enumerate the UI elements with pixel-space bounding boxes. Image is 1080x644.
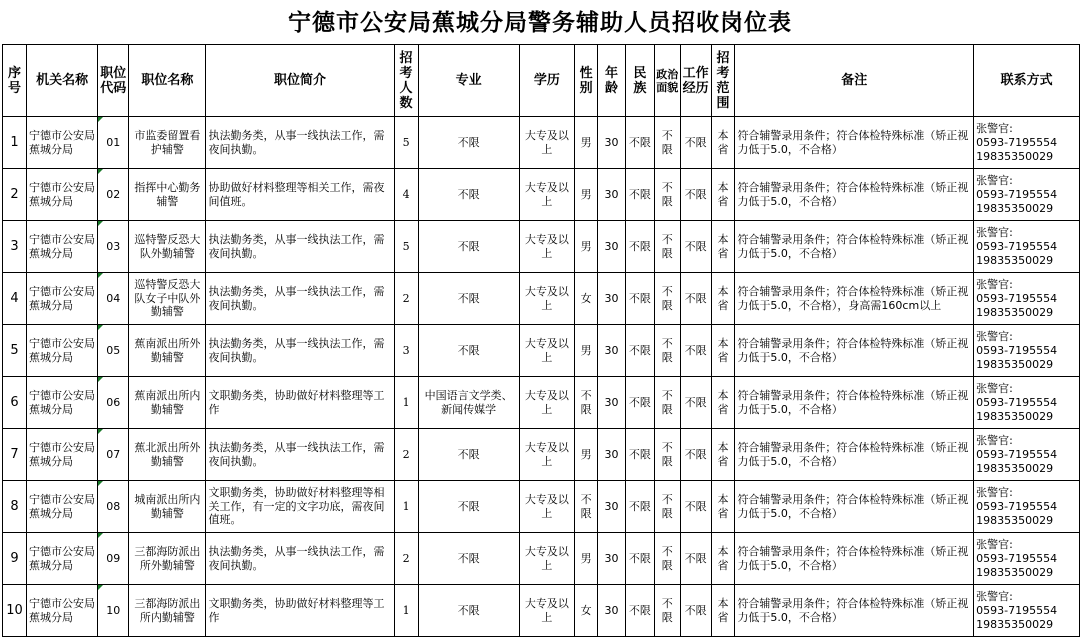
contact-name: 张警官:: [976, 173, 1013, 187]
cell-intro: 文职勤务类，协助做好材料整理等工作: [206, 585, 394, 637]
cell-seq: 10: [3, 585, 27, 637]
table-row: [3, 221, 1080, 273]
table-row: [3, 585, 1080, 637]
cell-experience: 不限: [680, 429, 711, 481]
cell-political: 不限: [654, 325, 680, 377]
cell-code: 10: [98, 585, 129, 637]
cell-remark: 符合辅警录用条件；符合体检特殊标准（矫正视力低于5.0，不合格）: [735, 117, 974, 169]
contact-phone: 0593-7195554: [976, 239, 1058, 253]
cell-position: 市监委留置看护辅警: [129, 117, 206, 169]
cell-intro: 执法勤务类，从事一线执法工作，需夜间执勤。: [206, 429, 394, 481]
cell-education: 大专及以上: [519, 325, 575, 377]
cell-gender: 女: [575, 585, 598, 637]
cell-age: 30: [598, 429, 626, 481]
cell-gender: 不限: [575, 481, 598, 533]
cell-intro: 文职勤务类，协助做好材料整理等工作: [206, 377, 394, 429]
cell-experience: 不限: [680, 273, 711, 325]
cell-political: 不限: [654, 117, 680, 169]
cell-remark: 符合辅警录用条件；符合体检特殊标准（矫正视力低于5.0，不合格）: [735, 429, 974, 481]
header-ethnic: 民族: [625, 45, 654, 117]
table-row: [3, 377, 1080, 429]
contact-mobile: 19835350029: [976, 201, 1054, 215]
cell-code: 06: [98, 377, 129, 429]
cell-contact: [974, 533, 1080, 585]
cell-scope: 本省: [711, 377, 735, 429]
cell-political: 不限: [654, 533, 680, 585]
cell-scope: 本省: [711, 585, 735, 637]
cell-code: 04: [98, 273, 129, 325]
cell-position: 巡特警反恐大队外勤辅警: [129, 221, 206, 273]
cell-scope: 本省: [711, 533, 735, 585]
cell-age: 30: [598, 221, 626, 273]
contact-phone: 0593-7195554: [976, 343, 1058, 357]
cell-intro: 执法勤务类，从事一线执法工作，需夜间执勤。: [206, 221, 394, 273]
cell-position: 指挥中心勤务辅警: [129, 169, 206, 221]
header-row: [3, 45, 1080, 117]
cell-education: 大专及以上: [519, 533, 575, 585]
cell-contact: [974, 273, 1080, 325]
header-experience: 工作经历: [680, 45, 711, 117]
cell-seq: 4: [3, 273, 27, 325]
cell-count: 5: [394, 117, 418, 169]
cell-education: 大专及以上: [519, 117, 575, 169]
cell-position: 蕉南派出所外勤辅警: [129, 325, 206, 377]
cell-scope: 本省: [711, 117, 735, 169]
page-title: 宁德市公安局蕉城分局警务辅助人员招收岗位表: [288, 9, 792, 36]
cell-gender: 女: [575, 273, 598, 325]
contact-mobile: 19835350029: [976, 149, 1054, 163]
cell-count: 5: [394, 221, 418, 273]
cell-education: 大专及以上: [519, 377, 575, 429]
cell-political: 不限: [654, 273, 680, 325]
cell-gender: 男: [575, 221, 598, 273]
cell-major: 不限: [418, 273, 519, 325]
cell-political: 不限: [654, 169, 680, 221]
cell-contact: [974, 221, 1080, 273]
table-row: [3, 325, 1080, 377]
cell-major: 不限: [418, 429, 519, 481]
header-scope: 招考范围: [711, 45, 735, 117]
cell-experience: 不限: [680, 169, 711, 221]
cell-code: 01: [98, 117, 129, 169]
cell-org: 宁德市公安局蕉城分局: [26, 533, 97, 585]
contact-mobile: 19835350029: [976, 253, 1054, 267]
contact-mobile: 19835350029: [976, 513, 1054, 527]
cell-experience: 不限: [680, 481, 711, 533]
contact-mobile: 19835350029: [976, 357, 1054, 371]
cell-position: 三都海防派出所外勤辅警: [129, 533, 206, 585]
cell-remark: 符合辅警录用条件；符合体检特殊标准（矫正视力低于5.0，不合格）: [735, 377, 974, 429]
header-gender: 性别: [575, 45, 598, 117]
cell-gender: 男: [575, 117, 598, 169]
contact-phone: 0593-7195554: [976, 603, 1058, 617]
cell-ethnic: 不限: [625, 221, 654, 273]
cell-ethnic: 不限: [625, 117, 654, 169]
cell-org: 宁德市公安局蕉城分局: [26, 325, 97, 377]
cell-age: 30: [598, 169, 626, 221]
contact-name: 张警官:: [976, 381, 1013, 395]
cell-org: 宁德市公安局蕉城分局: [26, 117, 97, 169]
cell-political: 不限: [654, 377, 680, 429]
contact-phone: 0593-7195554: [976, 551, 1058, 565]
cell-major: 中国语言文学类、新闻传媒学: [418, 377, 519, 429]
cell-scope: 本省: [711, 325, 735, 377]
cell-contact: [974, 429, 1080, 481]
cell-remark: 符合辅警录用条件；符合体检特殊标准（矫正视力低于5.0，不合格）: [735, 169, 974, 221]
cell-org: 宁德市公安局蕉城分局: [26, 481, 97, 533]
cell-count: 2: [394, 429, 418, 481]
cell-political: 不限: [654, 481, 680, 533]
cell-scope: 本省: [711, 273, 735, 325]
header-org: 机关名称: [26, 45, 97, 117]
contact-mobile: 19835350029: [976, 305, 1054, 319]
contact-name: 张警官:: [976, 121, 1013, 135]
cell-political: 不限: [654, 221, 680, 273]
cell-remark: 符合辅警录用条件；符合体检特殊标准（矫正视力低于5.0，不合格）: [735, 533, 974, 585]
cell-position: 蕉南派出所内勤辅警: [129, 377, 206, 429]
cell-experience: 不限: [680, 533, 711, 585]
header-code: 职位代码: [98, 45, 129, 117]
cell-contact: [974, 481, 1080, 533]
contact-mobile: 19835350029: [976, 409, 1054, 423]
contact-phone: 0593-7195554: [976, 447, 1058, 461]
cell-ethnic: 不限: [625, 325, 654, 377]
cell-scope: 本省: [711, 169, 735, 221]
cell-experience: 不限: [680, 585, 711, 637]
cell-count: 4: [394, 169, 418, 221]
cell-intro: 执法勤务类，从事一线执法工作，需夜间执勤。: [206, 325, 394, 377]
cell-code: 05: [98, 325, 129, 377]
contact-phone: 0593-7195554: [976, 135, 1058, 149]
contact-name: 张警官:: [976, 589, 1013, 603]
cell-gender: 男: [575, 533, 598, 585]
cell-age: 30: [598, 481, 626, 533]
table-body: [3, 117, 1080, 637]
header-position: 职位名称: [129, 45, 206, 117]
cell-count: 3: [394, 325, 418, 377]
cell-experience: 不限: [680, 117, 711, 169]
cell-contact: [974, 377, 1080, 429]
cell-position: 巡特警反恐大队女子中队外勤辅警: [129, 273, 206, 325]
cell-education: 大专及以上: [519, 481, 575, 533]
contact-phone: 0593-7195554: [976, 499, 1058, 513]
cell-experience: 不限: [680, 377, 711, 429]
cell-org: 宁德市公安局蕉城分局: [26, 273, 97, 325]
cell-code: 07: [98, 429, 129, 481]
cell-ethnic: 不限: [625, 481, 654, 533]
cell-ethnic: 不限: [625, 429, 654, 481]
cell-seq: 3: [3, 221, 27, 273]
cell-org: 宁德市公安局蕉城分局: [26, 221, 97, 273]
cell-seq: 6: [3, 377, 27, 429]
cell-remark: 符合辅警录用条件；符合体检特殊标准（矫正视力低于5.0，不合格），身高需160cm以上: [735, 273, 974, 325]
contact-name: 张警官:: [976, 537, 1013, 551]
contact-name: 张警官:: [976, 329, 1013, 343]
cell-education: 大专及以上: [519, 273, 575, 325]
cell-code: 03: [98, 221, 129, 273]
cell-count: 2: [394, 273, 418, 325]
cell-contact: [974, 325, 1080, 377]
cell-code: 09: [98, 533, 129, 585]
cell-count: 2: [394, 533, 418, 585]
table-row: [3, 169, 1080, 221]
cell-remark: 符合辅警录用条件；符合体检特殊标准（矫正视力低于5.0，不合格）: [735, 325, 974, 377]
header-contact: 联系方式: [974, 45, 1080, 117]
cell-contact: [974, 169, 1080, 221]
cell-position: 城南派出所内勤辅警: [129, 481, 206, 533]
header-seq: 序号: [3, 45, 27, 117]
contact-phone: 0593-7195554: [976, 187, 1058, 201]
cell-age: 30: [598, 533, 626, 585]
cell-position: 三都海防派出所内勤辅警: [129, 585, 206, 637]
header-age: 年龄: [598, 45, 626, 117]
cell-code: 08: [98, 481, 129, 533]
header-major: 专业: [418, 45, 519, 117]
cell-ethnic: 不限: [625, 169, 654, 221]
cell-seq: 5: [3, 325, 27, 377]
cell-intro: 文职勤务类，协助做好材料整理等相关工作，有一定的文字功底，需夜间值班。: [206, 481, 394, 533]
cell-education: 大专及以上: [519, 221, 575, 273]
cell-intro: 执法勤务类，从事一线执法工作，需夜间执勤。: [206, 533, 394, 585]
cell-education: 大专及以上: [519, 169, 575, 221]
cell-experience: 不限: [680, 325, 711, 377]
header-remark: 备注: [735, 45, 974, 117]
cell-remark: 符合辅警录用条件；符合体检特殊标准（矫正视力低于5.0，不合格）: [735, 481, 974, 533]
table-row: [3, 533, 1080, 585]
contact-name: 张警官:: [976, 277, 1013, 291]
cell-ethnic: 不限: [625, 533, 654, 585]
contact-name: 张警官:: [976, 485, 1013, 499]
cell-age: 30: [598, 585, 626, 637]
cell-remark: 符合辅警录用条件；符合体检特殊标准（矫正视力低于5.0，不合格）: [735, 221, 974, 273]
cell-age: 30: [598, 325, 626, 377]
cell-seq: 8: [3, 481, 27, 533]
cell-ethnic: 不限: [625, 377, 654, 429]
cell-major: 不限: [418, 533, 519, 585]
cell-scope: 本省: [711, 429, 735, 481]
cell-experience: 不限: [680, 221, 711, 273]
cell-major: 不限: [418, 221, 519, 273]
cell-age: 30: [598, 117, 626, 169]
cell-education: 大专及以上: [519, 585, 575, 637]
cell-education: 大专及以上: [519, 429, 575, 481]
cell-political: 不限: [654, 585, 680, 637]
cell-org: 宁德市公安局蕉城分局: [26, 169, 97, 221]
cell-major: 不限: [418, 481, 519, 533]
cell-seq: 2: [3, 169, 27, 221]
cell-political: 不限: [654, 429, 680, 481]
cell-age: 30: [598, 377, 626, 429]
contact-phone: 0593-7195554: [976, 395, 1058, 409]
contact-mobile: 19835350029: [976, 461, 1054, 475]
cell-seq: 1: [3, 117, 27, 169]
table-row: [3, 481, 1080, 533]
cell-seq: 9: [3, 533, 27, 585]
contact-name: 张警官:: [976, 225, 1013, 239]
table-row: [3, 429, 1080, 481]
cell-scope: 本省: [711, 221, 735, 273]
cell-major: 不限: [418, 117, 519, 169]
contact-mobile: 19835350029: [976, 617, 1054, 631]
cell-position: 蕉北派出所外勤辅警: [129, 429, 206, 481]
table-row: [3, 117, 1080, 169]
cell-age: 30: [598, 273, 626, 325]
cell-major: 不限: [418, 325, 519, 377]
cell-org: 宁德市公安局蕉城分局: [26, 377, 97, 429]
cell-count: 1: [394, 585, 418, 637]
cell-major: 不限: [418, 169, 519, 221]
cell-ethnic: 不限: [625, 273, 654, 325]
cell-count: 1: [394, 481, 418, 533]
cell-intro: 执法勤务类，从事一线执法工作，需夜间执勤。: [206, 117, 394, 169]
cell-gender: 男: [575, 429, 598, 481]
cell-count: 1: [394, 377, 418, 429]
header-education: 学历: [519, 45, 575, 117]
header-intro: 职位简介: [206, 45, 394, 117]
cell-gender: 不限: [575, 377, 598, 429]
cell-code: 02: [98, 169, 129, 221]
cell-org: 宁德市公安局蕉城分局: [26, 429, 97, 481]
header-count: 招考人数: [394, 45, 418, 117]
cell-intro: 执法勤务类，从事一线执法工作，需夜间执勤。: [206, 273, 394, 325]
cell-contact: [974, 585, 1080, 637]
cell-seq: 7: [3, 429, 27, 481]
cell-scope: 本省: [711, 481, 735, 533]
recruitment-table: [2, 44, 1080, 637]
cell-gender: 男: [575, 169, 598, 221]
contact-name: 张警官:: [976, 433, 1013, 447]
cell-remark: 符合辅警录用条件；符合体检特殊标准（矫正视力低于5.0，不合格）: [735, 585, 974, 637]
header-political: 政治面貌: [654, 45, 680, 117]
contact-mobile: 19835350029: [976, 565, 1054, 579]
cell-ethnic: 不限: [625, 585, 654, 637]
cell-major: 不限: [418, 585, 519, 637]
contact-phone: 0593-7195554: [976, 291, 1058, 305]
cell-gender: 男: [575, 325, 598, 377]
cell-org: 宁德市公安局蕉城分局: [26, 585, 97, 637]
cell-intro: 协助做好材料整理等相关工作，需夜间值班。: [206, 169, 394, 221]
cell-contact: [974, 117, 1080, 169]
table-row: [3, 273, 1080, 325]
